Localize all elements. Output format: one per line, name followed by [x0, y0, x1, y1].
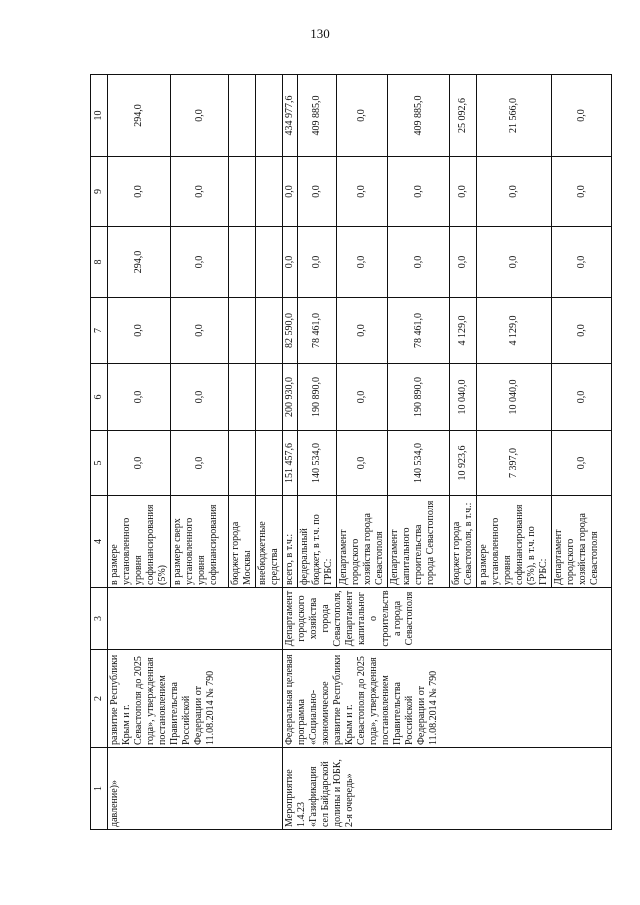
- source-label: в размере установленного уровня софинансирования (5%): [108, 496, 171, 588]
- executor-cell: Департамент городского хозяйства города Севастополя, Департамент капитального строительства города Севастополя: [283, 588, 612, 650]
- value-cell: [256, 298, 283, 364]
- measure-name-cell: давление)»: [108, 748, 283, 830]
- measure-name-cell: Мероприятие 1.4.23 «Газификация сел Байдарской долины и ЮБК, 2-я очередь»: [283, 748, 612, 830]
- header-cell: 5: [91, 431, 108, 496]
- value-cell: 10 040,0: [477, 364, 552, 431]
- table-row: [283, 75, 298, 830]
- value-cell: 0,0: [388, 227, 450, 298]
- value-cell: [256, 364, 283, 431]
- value-cell: 0,0: [283, 227, 298, 298]
- funding-table: [90, 74, 612, 830]
- value-cell: 10 923,6: [450, 431, 477, 496]
- value-cell: 82 590,0: [283, 298, 298, 364]
- value-cell: [229, 298, 256, 364]
- program-cell: Федеральная целевая программа «Социально-экономическое развитие Республики Крым и г. Севастополя до 2025 года», утвержденная постановлением Правительства Российской Федерации от 11.08.2014 № 790: [283, 650, 612, 748]
- value-cell: 0,0: [450, 227, 477, 298]
- page-number: 130: [310, 26, 330, 41]
- value-cell: 0,0: [552, 75, 612, 157]
- source-label: Департамент городского хозяйства города Севастополя: [337, 496, 388, 588]
- value-cell: 0,0: [337, 75, 388, 157]
- header-cell: 9: [91, 157, 108, 227]
- value-cell: 78 461,0: [298, 298, 337, 364]
- value-cell: 0,0: [450, 157, 477, 227]
- header-cell: 7: [91, 298, 108, 364]
- value-cell: [229, 75, 256, 157]
- value-cell: 0,0: [552, 298, 612, 364]
- value-cell: 409 885,0: [388, 75, 450, 157]
- value-cell: [229, 157, 256, 227]
- header-cell: 6: [91, 364, 108, 431]
- value-cell: 140 534,0: [388, 431, 450, 496]
- source-label: в размере установленного уровня софинансирования (5%), в т.ч. по ГРБС:: [477, 496, 552, 588]
- rotated-table-wrapper: [90, 75, 608, 830]
- source-label: всего, в т.ч.:: [283, 496, 298, 588]
- value-cell: 190 890,0: [388, 364, 450, 431]
- header-cell: 2: [91, 650, 108, 748]
- value-cell: [229, 431, 256, 496]
- table-row: [108, 75, 171, 830]
- source-label: в размере сверх установленного уровня софинансирования: [171, 496, 229, 588]
- value-cell: 409 885,0: [298, 75, 337, 157]
- value-cell: 0,0: [552, 364, 612, 431]
- value-cell: [229, 364, 256, 431]
- value-cell: 0,0: [171, 157, 229, 227]
- value-cell: 0,0: [552, 157, 612, 227]
- header-cell: 4: [91, 496, 108, 588]
- header-cell: 8: [91, 227, 108, 298]
- value-cell: [256, 157, 283, 227]
- value-cell: 0,0: [388, 157, 450, 227]
- value-cell: 140 534,0: [298, 431, 337, 496]
- value-cell: 0,0: [171, 364, 229, 431]
- executor-cell: [108, 588, 283, 650]
- value-cell: 0,0: [477, 227, 552, 298]
- column-number-row: [91, 75, 108, 830]
- value-cell: [256, 227, 283, 298]
- value-cell: 0,0: [298, 157, 337, 227]
- value-cell: 0,0: [108, 157, 171, 227]
- value-cell: 434 977,6: [283, 75, 298, 157]
- value-cell: 0,0: [108, 298, 171, 364]
- header-cell: 3: [91, 588, 108, 650]
- header-cell: 10: [91, 75, 108, 157]
- source-label: федеральный бюджет, в т.ч. по ГРБС:: [298, 496, 337, 588]
- source-label: бюджет города Севастополя, в т.ч.:: [450, 496, 477, 588]
- value-cell: 190 890,0: [298, 364, 337, 431]
- value-cell: 0,0: [171, 75, 229, 157]
- value-cell: 0,0: [337, 364, 388, 431]
- value-cell: 7 397,0: [477, 431, 552, 496]
- value-cell: 294,0: [108, 227, 171, 298]
- value-cell: 294,0: [108, 75, 171, 157]
- header-cell: 1: [91, 748, 108, 830]
- value-cell: [256, 75, 283, 157]
- value-cell: [256, 431, 283, 496]
- value-cell: 25 092,6: [450, 75, 477, 157]
- value-cell: 0,0: [337, 431, 388, 496]
- value-cell: 21 566,0: [477, 75, 552, 157]
- value-cell: 0,0: [283, 157, 298, 227]
- value-cell: 10 040,0: [450, 364, 477, 431]
- value-cell: 0,0: [108, 364, 171, 431]
- value-cell: 0,0: [552, 431, 612, 496]
- value-cell: 0,0: [337, 227, 388, 298]
- value-cell: 0,0: [337, 157, 388, 227]
- value-cell: 78 461,0: [388, 298, 450, 364]
- value-cell: [229, 227, 256, 298]
- value-cell: 0,0: [337, 298, 388, 364]
- value-cell: 0,0: [108, 431, 171, 496]
- value-cell: 0,0: [171, 298, 229, 364]
- source-label: бюджет города Москвы: [229, 496, 256, 588]
- value-cell: 0,0: [171, 227, 229, 298]
- value-cell: 151 457,6: [283, 431, 298, 496]
- source-label: Департамент городского хозяйства города Севастополя: [552, 496, 612, 588]
- program-cell: развитие Республики Крым и г. Севастополя до 2025 года», утвержденная постановлением Правительства Российской Федерации от 11.08.2014 № 790: [108, 650, 283, 748]
- value-cell: 0,0: [552, 227, 612, 298]
- source-label: Департамент капитального строительства города Севастополя: [388, 496, 450, 588]
- value-cell: 200 930,0: [283, 364, 298, 431]
- value-cell: 4 129,0: [477, 298, 552, 364]
- value-cell: 0,0: [298, 227, 337, 298]
- value-cell: 0,0: [171, 431, 229, 496]
- value-cell: 0,0: [477, 157, 552, 227]
- value-cell: 4 129,0: [450, 298, 477, 364]
- source-label: внебюджетные средства: [256, 496, 283, 588]
